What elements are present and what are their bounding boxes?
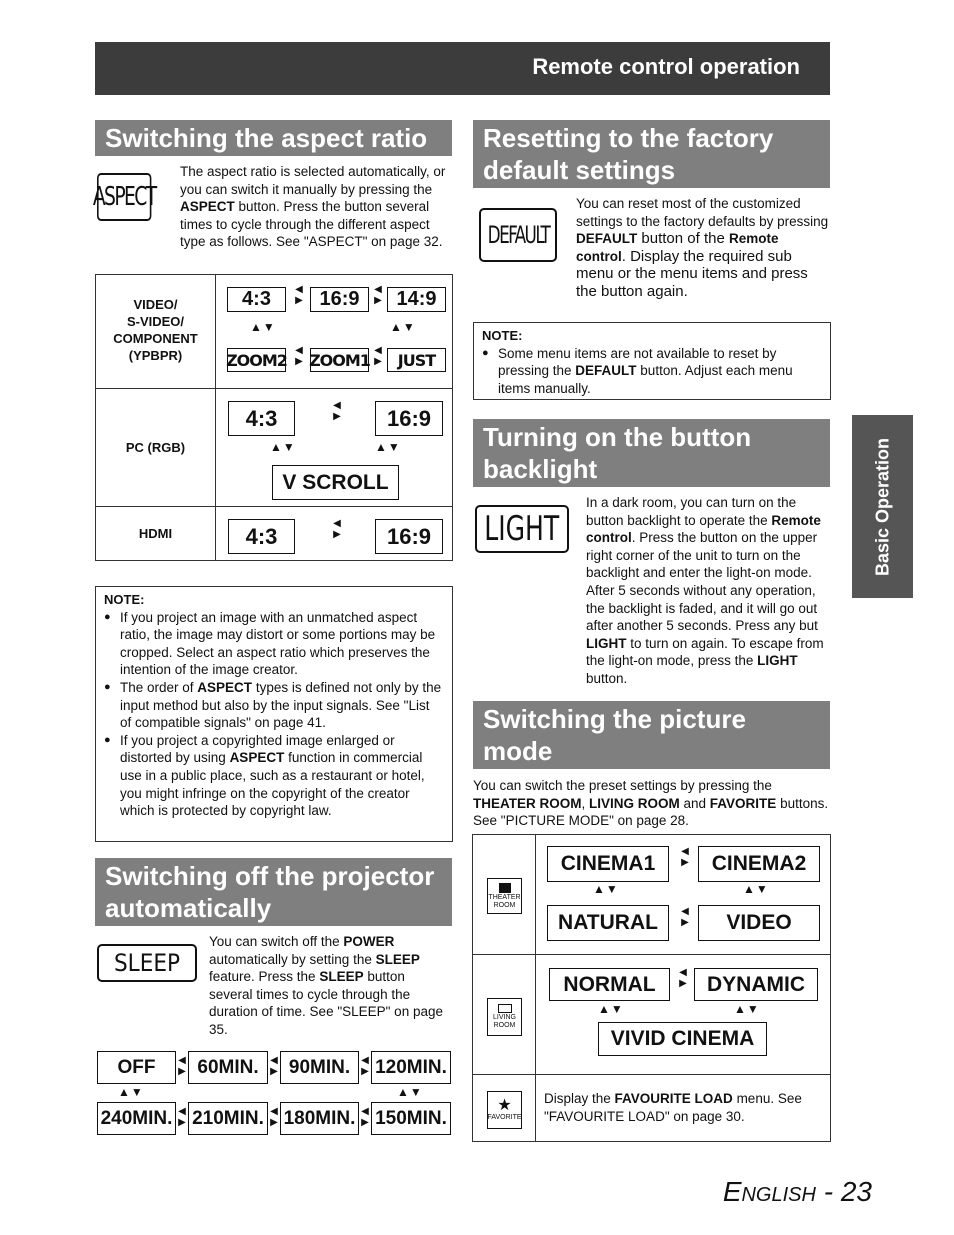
default-description: You can reset most of the customized settings to the factory defaults by pressing DEFAULT button of the Remote control. Display the required sub menu or the menu items and press the button again. <box>576 196 829 300</box>
note-item: ● The order of ASPECT types is defined not only by the input method but also by the input signals. See "List of compatible signals" on page 41. <box>104 679 444 732</box>
sleep-time-240: 240MIN. <box>97 1102 176 1135</box>
aspect-mode-just: JUST <box>387 348 446 372</box>
up-down-arrows-icon: ▲▼ <box>270 440 296 454</box>
up-down-arrows-icon: ▲▼ <box>598 1002 624 1016</box>
note-item: ● If you project a copyrighted image enlarged or distorted by using ASPECT function in commercial use in a public place, such as a restaurant or hotel, you might infringe on the copyright of the creator which is protected by copyright law. <box>104 732 444 820</box>
up-down-arrows-icon: ▲▼ <box>593 882 619 896</box>
left-right-arrows-icon: ◀ ▶ <box>295 284 303 306</box>
aspect-note-box <box>95 586 453 842</box>
sleep-time-60: 60MIN. <box>188 1051 268 1084</box>
sleep-button-icon: SLEEP <box>97 944 197 982</box>
aspect-row-label-pc: PC (RGB) <box>125 440 186 455</box>
aspect-section-title: Switching the aspect ratio <box>95 120 452 156</box>
mode-video: VIDEO <box>698 905 820 941</box>
sleep-time-210: 210MIN. <box>188 1102 268 1135</box>
aspect-row-label-hdmi: HDMI <box>138 526 173 541</box>
aspect-table-divider <box>215 274 216 561</box>
aspect-table-row-line <box>95 388 453 389</box>
default-button-icon: DEFAULT <box>479 208 557 262</box>
aspect-mode-v-scroll: V SCROLL <box>272 465 399 500</box>
header-title: Remote control operation <box>532 54 800 79</box>
up-down-arrows-icon: ▲▼ <box>743 882 769 896</box>
favorite-description: Display the FAVOURITE LOAD menu. See "FAVOURITE LOAD" on page 30. <box>544 1091 802 1124</box>
light-description: In a dark room, you can turn on the button backlight to operate the Remote control. Press the button on the upper right corner of the unit to turn on the backlight and enter the light-on mode. After 5 seconds without any operation, the backlight is faded, and it will go out after another 5 seconds. Press any but LIGHT to turn on again. To escape from the light-on mode, press the LIGHT button. <box>586 495 824 686</box>
sleep-description: You can switch off the POWER automatically by setting the SLEEP feature. Press the SLEEP button several times to cycle through the duration of time. See "SLEEP" on page 35. <box>209 934 443 1037</box>
aspect-mode-4-3: 4:3 <box>227 287 286 312</box>
left-right-arrows-icon: ◀ ▶ <box>270 1055 278 1077</box>
aspect-mode-16-9: 16:9 <box>375 519 443 554</box>
star-icon: ★ <box>497 1097 512 1114</box>
sleep-time-180: 180MIN. <box>280 1102 359 1135</box>
sleep-time-150: 150MIN. <box>371 1102 451 1135</box>
header-bar <box>95 42 830 95</box>
left-right-arrows-icon: ◀ ▶ <box>333 400 341 422</box>
left-right-arrows-icon: ◀ ▶ <box>679 967 687 989</box>
left-right-arrows-icon: ◀ ▶ <box>270 1106 278 1128</box>
left-right-arrows-icon: ◀ ▶ <box>361 1055 369 1077</box>
aspect-button-icon: ASPECT <box>97 173 151 221</box>
picture-table-divider <box>535 834 536 1142</box>
theater-room-icon: THEATER ROOM <box>487 878 522 914</box>
aspect-mode-zoom2: ZOOM2 <box>227 348 286 372</box>
sleep-time-off: OFF <box>97 1051 176 1084</box>
picture-description: You can switch the preset settings by pressing the THEATER ROOM, LIVING ROOM and FAVORITE buttons. See "PICTURE MODE" on page 28. <box>473 778 829 829</box>
mode-dynamic: DYNAMIC <box>694 968 818 1001</box>
aspect-mode-4-3: 4:3 <box>228 519 295 554</box>
theater-glyph <box>499 883 511 893</box>
left-right-arrows-icon: ◀ ▶ <box>374 345 382 367</box>
mode-natural: NATURAL <box>547 905 669 941</box>
note-title: NOTE: <box>482 328 523 343</box>
aspect-mode-16-9: 16:9 <box>310 287 369 312</box>
aspect-mode-4-3: 4:3 <box>228 401 295 436</box>
living-glyph <box>498 1004 512 1013</box>
left-right-arrows-icon: ◀ ▶ <box>374 284 382 306</box>
up-down-arrows-icon: ▲▼ <box>397 1085 423 1099</box>
aspect-mode-14-9: 14:9 <box>387 287 446 312</box>
sleep-section-title: Switching off the projector automatically <box>95 858 452 926</box>
aspect-table-row-line <box>95 506 453 507</box>
default-note-box <box>473 322 831 400</box>
aspect-description: The aspect ratio is selected automatically, or you can switch it manually by pressing the ASPECT button. Press the button several times to cycle through the different aspect type as follows. See "ASPECT" on page 32. <box>180 164 446 250</box>
page-number: English - 23 <box>722 1176 872 1207</box>
picture-table-row-line <box>472 1074 831 1075</box>
mode-normal: NORMAL <box>549 968 670 1001</box>
sleep-time-120: 120MIN. <box>371 1051 451 1084</box>
light-section-title: Turning on the button backlight <box>473 419 830 487</box>
note-title: NOTE: <box>104 592 145 607</box>
living-room-icon: LIVING ROOM <box>487 998 522 1036</box>
side-tab-label: Basic Operation <box>872 437 892 576</box>
left-right-arrows-icon: ◀ ▶ <box>333 518 341 540</box>
side-tab <box>852 415 913 598</box>
left-right-arrows-icon: ◀ ▶ <box>681 906 689 928</box>
favorite-icon: ★ FAVORITE <box>487 1091 522 1129</box>
aspect-mode-16-9: 16:9 <box>375 401 443 436</box>
picture-section-title: Switching the picture mode <box>473 701 830 769</box>
left-right-arrows-icon: ◀ ▶ <box>295 345 303 367</box>
left-right-arrows-icon: ◀ ▶ <box>361 1106 369 1128</box>
aspect-row-label-video: VIDEO/ S-VIDEO/ COMPONENT (YPBPR) <box>113 297 198 363</box>
up-down-arrows-icon: ▲▼ <box>390 320 416 334</box>
note-item: ● If you project an image with an unmatched aspect ratio, the image may distort or some portions may be cropped. Select an aspect ratio which preserves the intention of the image creator. <box>104 609 444 679</box>
up-down-arrows-icon: ▲▼ <box>250 320 276 334</box>
up-down-arrows-icon: ▲▼ <box>118 1085 144 1099</box>
left-right-arrows-icon: ◀ ▶ <box>681 846 689 868</box>
mode-cinema2: CINEMA2 <box>698 846 820 882</box>
light-button-icon: LIGHT <box>475 505 569 553</box>
aspect-mode-zoom1: ZOOM1 <box>310 348 369 372</box>
mode-vivid-cinema: VIVID CINEMA <box>598 1022 767 1056</box>
left-right-arrows-icon: ◀ ▶ <box>178 1055 186 1077</box>
default-section-title: Resetting to the factory default settings <box>473 120 830 188</box>
sleep-time-90: 90MIN. <box>280 1051 359 1084</box>
left-right-arrows-icon: ◀ ▶ <box>178 1106 186 1128</box>
note-item: ● Some menu items are not available to reset by pressing the DEFAULT button. Adjust each menu items manually. <box>482 345 822 398</box>
up-down-arrows-icon: ▲▼ <box>375 440 401 454</box>
mode-cinema1: CINEMA1 <box>547 846 669 882</box>
up-down-arrows-icon: ▲▼ <box>734 1002 760 1016</box>
picture-table-row-line <box>472 954 831 955</box>
